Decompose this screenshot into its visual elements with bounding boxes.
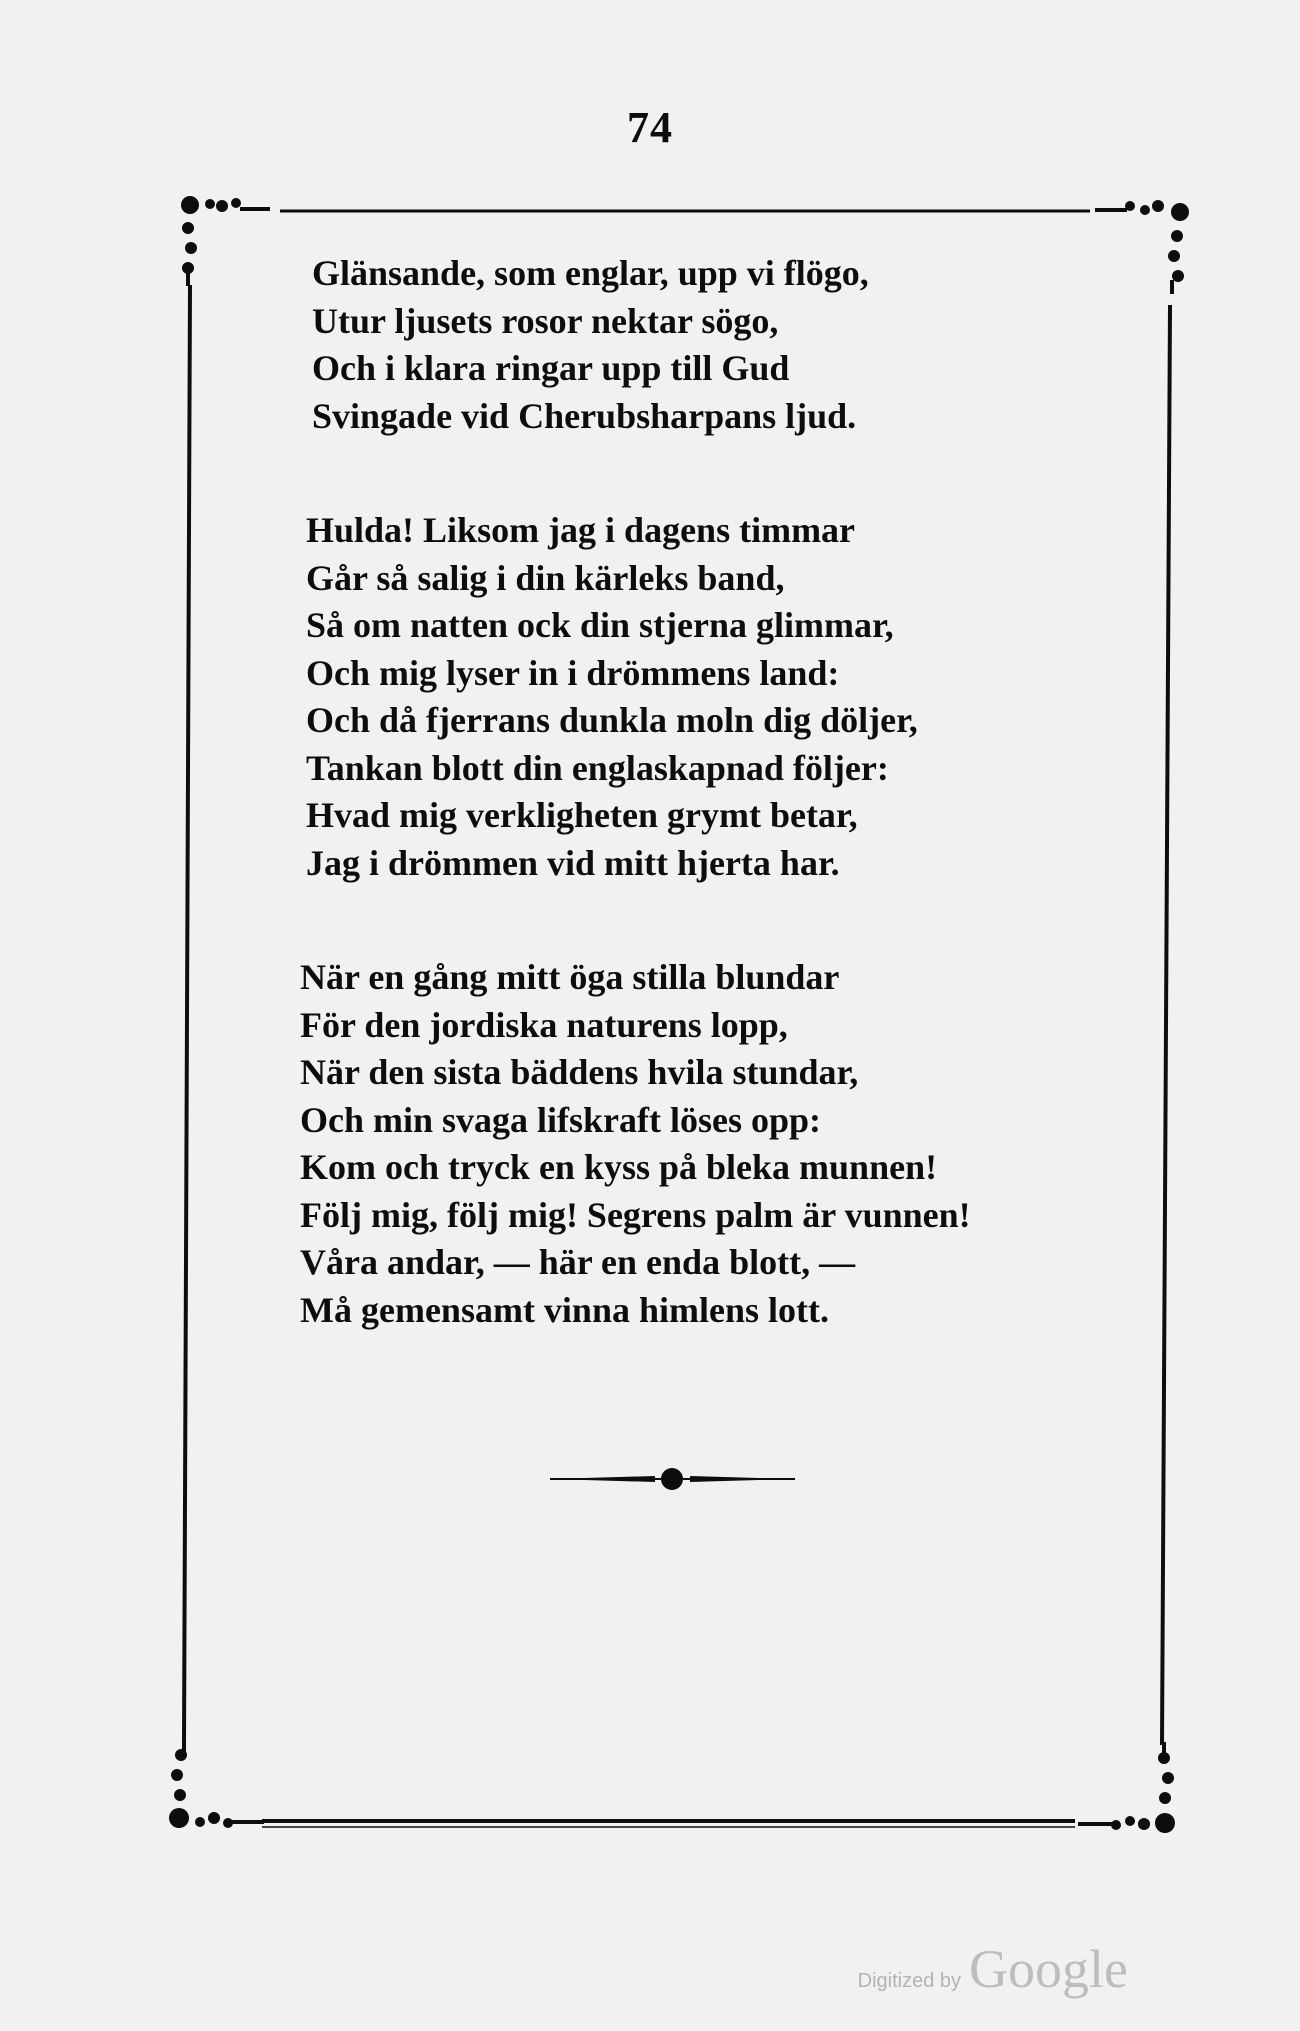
stanza-1 — [300, 250, 1160, 440]
watermark-prefix: Digitized by — [857, 1970, 962, 1992]
corner-ornament-bottom-right — [1078, 1742, 1175, 1833]
poem-line: Må gemensamt vinna himlens lott. — [300, 1289, 829, 1330]
stanza-3 — [300, 954, 1160, 1334]
poem-line: Och min svaga lifskraft löses opp: — [300, 1099, 822, 1140]
poem-line: Kom och tryck en kyss på bleka munnen! — [300, 1147, 938, 1187]
poem-line: Tankan blott din englaskapnad följer: — [306, 747, 889, 788]
poem-line: Svingade vid Cherubsharpans ljud. — [312, 395, 857, 436]
poem-line: När den sista bäddens hvila stundar, — [300, 1052, 859, 1092]
poem-line: Jag i drömmen vid mitt hjerta har. — [306, 842, 840, 883]
left-rule — [184, 285, 190, 1745]
google-logo: Google — [969, 1939, 1128, 1999]
corner-ornament-top-left — [181, 196, 270, 286]
poem-line: Så om natten ock din stjerna glimmar, — [306, 605, 894, 645]
poem-line: För den jordiska naturens lopp, — [300, 1004, 788, 1045]
poem-line: Våra andar, — här en enda blott, — — [300, 1242, 856, 1282]
end-ornament — [550, 1468, 795, 1490]
poem-line: Och i klara ringar upp till Gud — [312, 348, 790, 388]
poem-line: Hulda! Liksom jag i dagens timmar — [306, 510, 856, 550]
poem-line: Går så salig i din kärleks band, — [306, 557, 785, 598]
poem-line: Och då fjerrans dunkla moln dig döljer, — [306, 700, 918, 740]
corner-ornament-bottom-left — [169, 1740, 264, 1828]
page-number: 74 — [627, 103, 673, 152]
poem-line: När en gång mitt öga stilla blundar — [300, 957, 840, 997]
poem-line: Glänsande, som englar, upp vi flögo, — [312, 253, 869, 293]
poem — [300, 250, 1160, 1401]
poem-line: Hvad mig verkligheten grymt betar, — [306, 795, 858, 835]
stanza-2 — [300, 507, 1160, 887]
poem-line: Utur ljusets rosor nektar sögo, — [312, 300, 779, 341]
poem-line: Följ mig, följ mig! Segrens palm är vunnen! — [300, 1194, 971, 1235]
right-rule — [1162, 305, 1170, 1745]
digitized-watermark — [858, 1938, 1128, 2000]
poem-line: Och mig lyser in i drömmens land: — [306, 652, 840, 693]
